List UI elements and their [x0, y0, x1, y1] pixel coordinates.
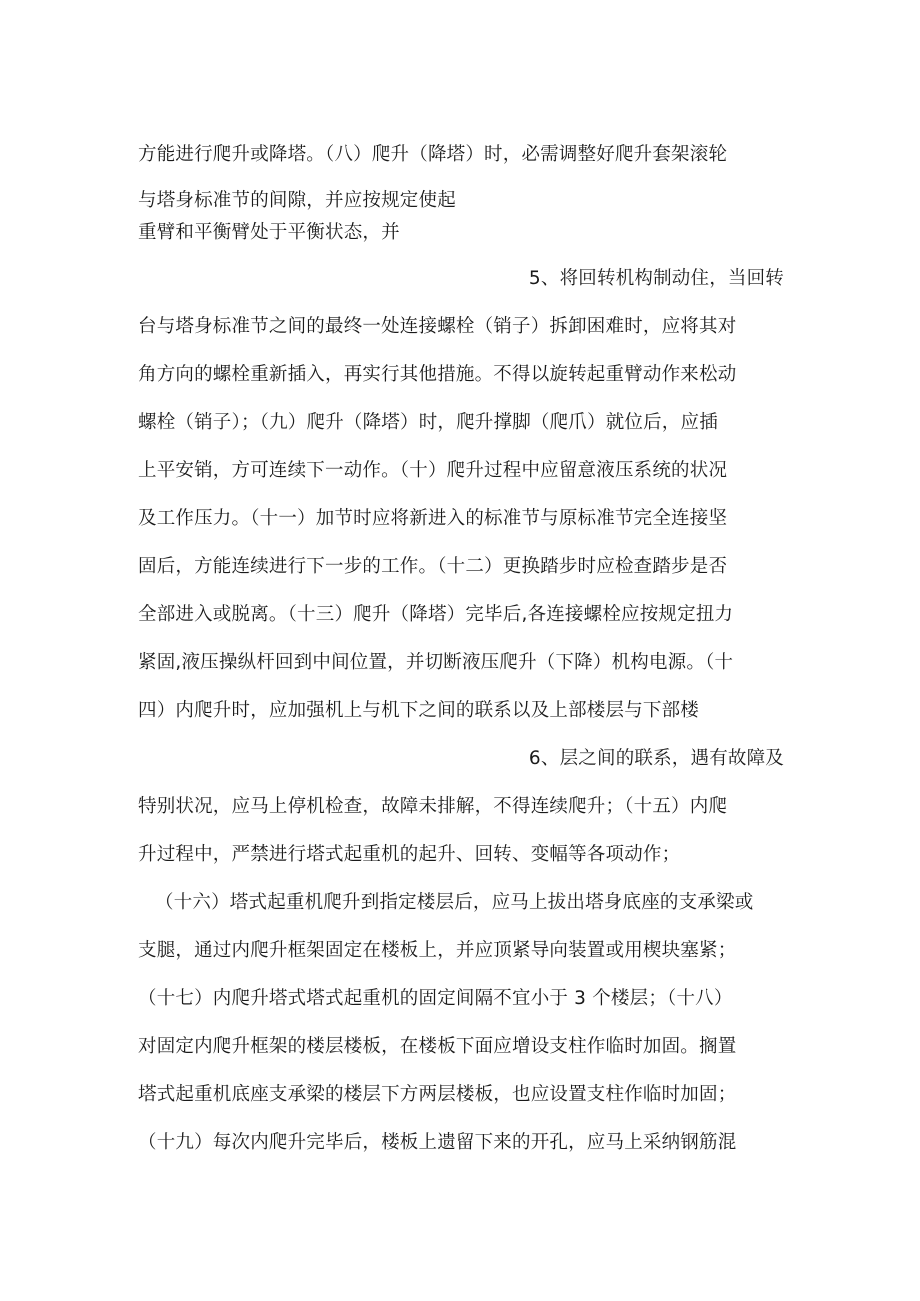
text-line: 与塔身标准节的间隙，并应按规定使起 — [138, 190, 456, 211]
text-line: 及工作压力。（十一）加节时应将新进入的标准节与原标准节完全连接坚 — [138, 508, 728, 529]
text-line: 6、层之间的联系，遇有故障及 — [528, 748, 784, 769]
text-line: 特别状况，应马上停机检查，故障未排解，不得连续爬升；（十五）内爬 — [138, 796, 728, 817]
text-line: 四）内爬升时，应加强机上与机下之间的联系以及上部楼层与下部楼 — [138, 700, 700, 721]
text-line: 固后，方能连续进行下一步的工作。（十二）更换踏步时应检查踏步是否 — [138, 556, 728, 577]
text-line: （十九）每次内爬升完毕后，楼板上遗留下来的开孔，应马上采纳钢筋混 — [138, 1132, 737, 1153]
text-line: 对固定内爬升框架的楼层楼板，在楼板下面应增设支柱作临时加固。搁置 — [138, 1036, 737, 1057]
text-line: 上平安销，方可连续下一动作。（十）爬升过程中应留意液压系统的状况 — [138, 460, 728, 481]
text-line: （十六）塔式起重机爬升到指定楼层后，应马上拔出塔身底座的支承梁或 — [155, 892, 754, 913]
text-line: 方能进行爬升或降塔。（八）爬升（降塔）时，必需调整好爬升套架滚轮 — [138, 144, 728, 165]
text-line: 5、将回转机构制动住，当回转 — [528, 268, 784, 289]
text-line: 台与塔身标准节之间的最终一处连接螺栓（销子）拆卸困难时，应将其对 — [138, 316, 737, 337]
text-line: 紧固,液压操纵杆回到中间位置，并切断液压爬升（下降）机构电源。（十 — [138, 652, 734, 673]
text-line: 螺栓（销子）；（九）爬升（降塔）时，爬升撑脚（爬爪）就位后，应插 — [138, 412, 718, 433]
text-line: 升过程中，严禁进行塔式起重机的起升、回转、变幅等各项动作； — [138, 844, 681, 865]
text-line: 全部进入或脱离。（十三）爬升（降塔）完毕后,各连接螺栓应按规定扭力 — [138, 604, 734, 625]
text-line: 支腿，通过内爬升框架固定在楼板上，并应顶紧导向装置或用楔块塞紧； — [138, 940, 737, 961]
text-line: 塔式起重机底座支承梁的楼层下方两层楼板，也应设置支柱作临时加固； — [138, 1084, 737, 1105]
text-line: 重臂和平衡臂处于平衡状态，并 — [138, 222, 400, 243]
text-line: （十七）内爬升塔式塔式起重机的固定间隔不宜小于 3 个楼层；（十八） — [138, 988, 733, 1009]
text-line: 角方向的螺栓重新插入，再实行其他措施。不得以旋转起重臂动作来松动 — [138, 364, 737, 385]
